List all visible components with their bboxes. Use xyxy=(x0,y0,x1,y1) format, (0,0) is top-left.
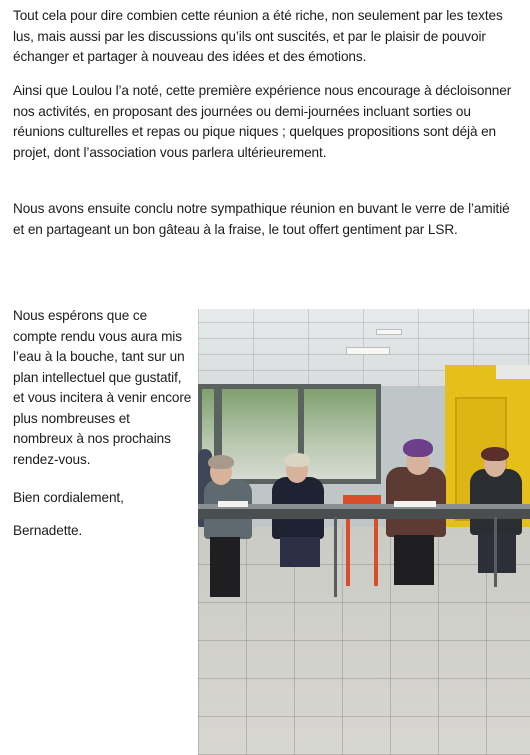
ceiling-light xyxy=(346,347,390,355)
person-4-hair xyxy=(481,447,509,461)
red-chair-leg xyxy=(374,514,378,586)
table-leg xyxy=(334,517,337,597)
table-edge xyxy=(198,509,530,519)
person-1-legs xyxy=(210,537,240,597)
paper-sheet xyxy=(218,501,248,507)
ceiling-light xyxy=(376,329,402,335)
table-leg xyxy=(494,517,497,587)
meeting-photo xyxy=(198,309,530,755)
paragraph-1: Tout cela pour dire combien cette réunion a été riche, non seulement par les textes lus, mais aussi par les discussions qu’ils ont suscités, et par le plaisir de pouvoir échanger et partager à nouveau des idées et des émotions. xyxy=(13,8,503,64)
paragraph-3: Nous avons ensuite conclu notre sympathique réunion en buvant le verre de l’amitié et en partageant un bon gâteau à la fraise, le tout offert gentiment par LSR. xyxy=(13,201,510,237)
person-3-mask-hat xyxy=(403,439,433,457)
person-2-legs xyxy=(280,537,320,567)
red-chair-leg xyxy=(346,514,350,586)
person-4-legs xyxy=(478,533,516,573)
paper-sheet xyxy=(394,501,436,507)
window-pane xyxy=(304,389,376,479)
paragraph-2: Ainsi que Loulou l’a noté, cette première expérience nous encourage à décloisonner nos activités, en proposant des journées ou demi-journées incluant sorties ou réunions culturelles et repas ou pique niques ; quelques propositions sont déjà en projet, dont l’association vous parlera ultérieurement. xyxy=(13,83,512,160)
paragraph-4: Nous espérons que ce compte rendu vous aura mis l’eau à la bouche, tant sur un plan intellectuel que gustatif, et vous incitera à venir encore plus nombreuses et nombreux à nos prochains rendez-vous. xyxy=(13,308,192,467)
person-3-legs xyxy=(394,535,434,585)
air-conditioner xyxy=(496,365,530,379)
person-1-hair xyxy=(208,455,234,469)
signature: Bernadette. xyxy=(13,523,83,538)
person-2-hair xyxy=(284,453,310,467)
closing-greeting: Bien cordialement, xyxy=(13,490,124,505)
